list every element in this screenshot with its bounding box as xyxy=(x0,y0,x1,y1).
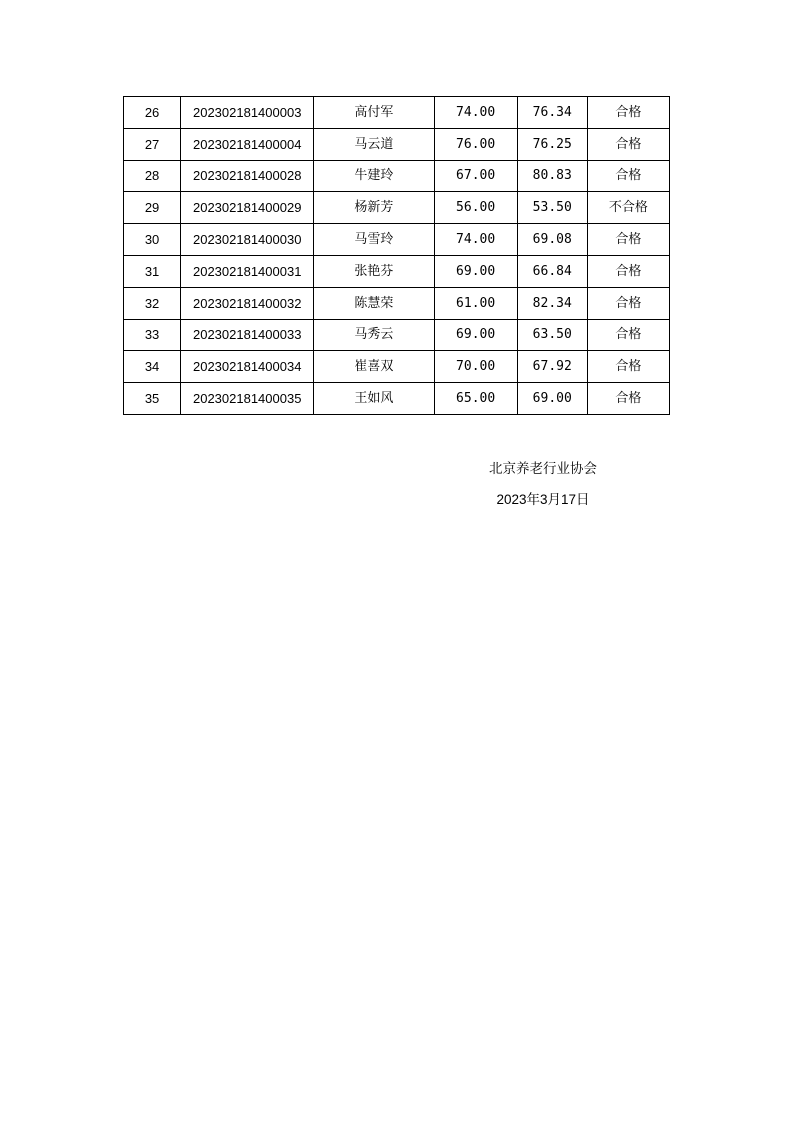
score-theory-cell: 65.00 xyxy=(434,383,517,415)
candidate-name-cell: 马雪玲 xyxy=(314,224,434,256)
score-practical-cell: 82.34 xyxy=(517,287,587,319)
row-number-cell: 27 xyxy=(124,128,181,160)
score-practical-cell: 66.84 xyxy=(517,255,587,287)
score-theory-cell: 56.00 xyxy=(434,192,517,224)
candidate-name-cell: 马云道 xyxy=(314,128,434,160)
table-row xyxy=(124,255,670,287)
table-row xyxy=(124,128,670,160)
score-theory-cell: 67.00 xyxy=(434,160,517,192)
candidate-name-cell: 高付军 xyxy=(314,97,434,129)
score-theory-cell: 69.00 xyxy=(434,319,517,351)
score-practical-cell: 76.25 xyxy=(517,128,587,160)
candidate-name-cell: 陈慧荣 xyxy=(314,287,434,319)
score-theory-cell: 76.00 xyxy=(434,128,517,160)
candidate-name-cell: 张艳芬 xyxy=(314,255,434,287)
row-number-cell: 29 xyxy=(124,192,181,224)
score-theory-cell: 74.00 xyxy=(434,224,517,256)
result-status-cell: 合格 xyxy=(587,319,669,351)
exam-id-cell: 202302181400031 xyxy=(181,255,314,287)
exam-id-cell: 202302181400029 xyxy=(181,192,314,224)
exam-id-cell: 202302181400032 xyxy=(181,287,314,319)
result-status-cell: 不合格 xyxy=(587,192,669,224)
row-number-cell: 33 xyxy=(124,319,181,351)
table-row xyxy=(124,97,670,129)
score-practical-cell: 67.92 xyxy=(517,351,587,383)
row-number-cell: 34 xyxy=(124,351,181,383)
score-theory-cell: 74.00 xyxy=(434,97,517,129)
exam-id-cell: 202302181400030 xyxy=(181,224,314,256)
candidate-name-cell: 马秀云 xyxy=(314,319,434,351)
exam-id-cell: 202302181400028 xyxy=(181,160,314,192)
score-practical-cell: 53.50 xyxy=(517,192,587,224)
score-theory-cell: 70.00 xyxy=(434,351,517,383)
table-row xyxy=(124,351,670,383)
result-status-cell: 合格 xyxy=(587,351,669,383)
table-row xyxy=(124,160,670,192)
exam-id-cell: 202302181400033 xyxy=(181,319,314,351)
score-practical-cell: 63.50 xyxy=(517,319,587,351)
result-status-cell: 合格 xyxy=(587,97,669,129)
result-status-cell: 合格 xyxy=(587,255,669,287)
result-status-cell: 合格 xyxy=(587,160,669,192)
exam-id-cell: 202302181400034 xyxy=(181,351,314,383)
row-number-cell: 32 xyxy=(124,287,181,319)
issue-date: 2023年3月17日 xyxy=(496,492,590,507)
exam-id-cell: 202302181400003 xyxy=(181,97,314,129)
table-row xyxy=(124,319,670,351)
score-practical-cell: 69.08 xyxy=(517,224,587,256)
table-row xyxy=(124,383,670,415)
score-practical-cell: 80.83 xyxy=(517,160,587,192)
candidate-name-cell: 牛建玲 xyxy=(314,160,434,192)
score-practical-cell: 69.00 xyxy=(517,383,587,415)
results-table-body xyxy=(124,97,670,415)
result-status-cell: 合格 xyxy=(587,224,669,256)
table-row xyxy=(124,224,670,256)
result-status-cell: 合格 xyxy=(587,287,669,319)
table-row xyxy=(124,192,670,224)
result-status-cell: 合格 xyxy=(587,383,669,415)
row-number-cell: 30 xyxy=(124,224,181,256)
score-practical-cell: 76.34 xyxy=(517,97,587,129)
row-number-cell: 31 xyxy=(124,255,181,287)
score-theory-cell: 61.00 xyxy=(434,287,517,319)
result-status-cell: 合格 xyxy=(587,128,669,160)
row-number-cell: 26 xyxy=(124,97,181,129)
candidate-name-cell: 王如风 xyxy=(314,383,434,415)
issuing-organization: 北京养老行业协会 xyxy=(489,461,597,477)
row-number-cell: 35 xyxy=(124,383,181,415)
exam-id-cell: 202302181400004 xyxy=(181,128,314,160)
table-row xyxy=(124,287,670,319)
row-number-cell: 28 xyxy=(124,160,181,192)
results-table xyxy=(123,96,670,415)
candidate-name-cell: 崔喜双 xyxy=(314,351,434,383)
exam-id-cell: 202302181400035 xyxy=(181,383,314,415)
candidate-name-cell: 杨新芳 xyxy=(314,192,434,224)
score-theory-cell: 69.00 xyxy=(434,255,517,287)
